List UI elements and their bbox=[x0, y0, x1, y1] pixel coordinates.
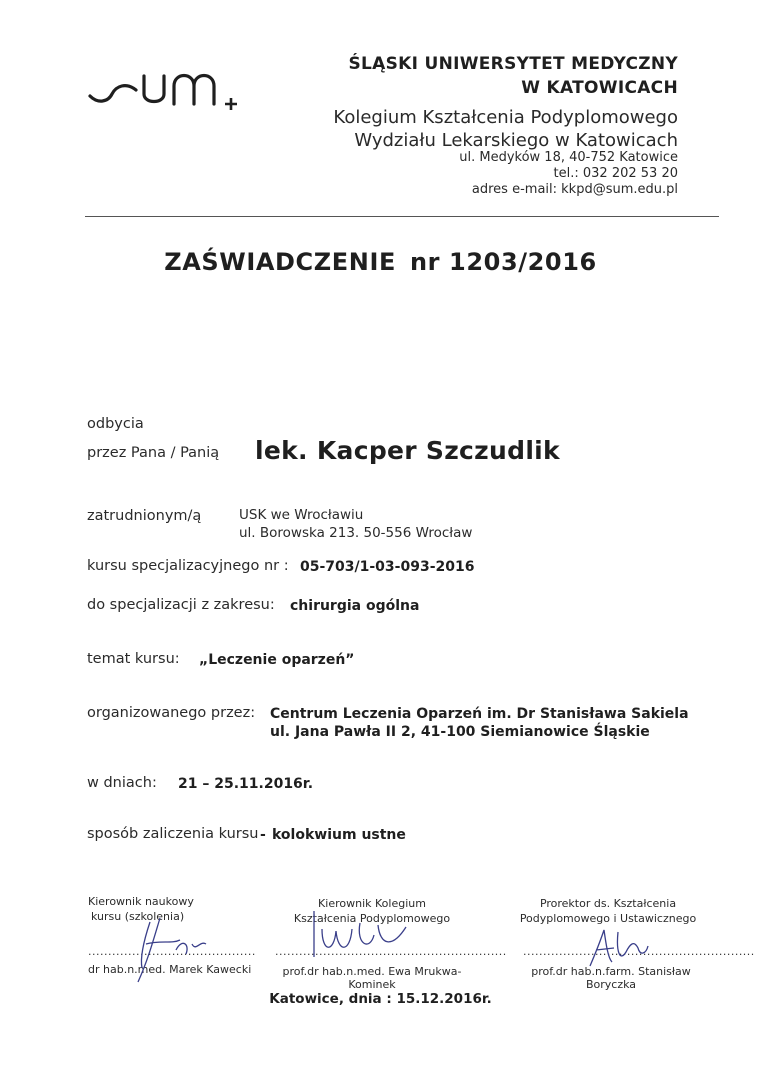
completion-dash: - bbox=[260, 827, 266, 843]
odbycia-label: odbycia bbox=[87, 416, 144, 432]
signature1-name: dr hab.n.med. Marek Kawecki bbox=[88, 963, 252, 976]
signature2-name: prof.dr hab.n.med. Ewa Mrukwa-Kominek bbox=[282, 965, 462, 991]
university-name-line1: ŚLĄSKI UNIWERSYTET MEDYCZNY bbox=[348, 54, 678, 74]
certificate-title bbox=[0, 248, 761, 276]
signature1-role-line1: Kierownik naukowy bbox=[88, 895, 194, 908]
college-email: adres e-mail: kkpd@sum.edu.pl bbox=[471, 182, 678, 197]
signature2-handwriting bbox=[300, 905, 410, 965]
topic-value: „Leczenie oparzeń” bbox=[199, 652, 355, 668]
signature2-role-line2: Kształcenia Podyplomowego bbox=[293, 912, 451, 925]
college-name-line2: Wydziału Lekarskiego w Katowicach bbox=[354, 130, 678, 151]
course-label: kursu specjalizacyjnego nr : bbox=[87, 558, 289, 574]
dates-label: w dniach: bbox=[87, 775, 157, 791]
completion-label: sposób zaliczenia kursu bbox=[87, 826, 259, 842]
dates-value: 21 – 25.11.2016r. bbox=[178, 776, 314, 792]
college-name-line1: Kolegium Kształcenia Podyplomowego bbox=[333, 107, 678, 128]
signature2-dotted-line: .......................................................... bbox=[275, 945, 507, 958]
logo-s-mark bbox=[90, 86, 136, 101]
logo-plus-mark bbox=[225, 98, 237, 110]
signature3-role-line2: Podyplomowego i Ustawicznego bbox=[519, 912, 697, 925]
employer-address: ul. Borowska 213. 50-556 Wrocław bbox=[239, 525, 473, 541]
sum-logo bbox=[86, 64, 246, 114]
header-divider bbox=[85, 216, 719, 217]
signature2-role-line1: Kierownik Kolegium bbox=[318, 897, 426, 910]
completion-value: kolokwium ustne bbox=[272, 827, 406, 843]
logo-u-mark bbox=[144, 76, 164, 102]
signature3-handwriting bbox=[582, 922, 652, 972]
logo-m-mark bbox=[174, 76, 214, 105]
employed-label: zatrudnionym/ą bbox=[87, 508, 202, 524]
signature1-handwriting bbox=[120, 910, 220, 990]
course-number: 05-703/1-03-093-2016 bbox=[300, 559, 475, 575]
organizer-address: ul. Jana Pawła II 2, 41-100 Siemianowice Śląskie bbox=[270, 724, 650, 740]
signature3-name: prof.dr hab.n.farm. Stanisław Boryczka bbox=[531, 965, 691, 991]
college-phone: tel.: 032 202 53 20 bbox=[553, 166, 678, 181]
university-name-line2: W KATOWICACH bbox=[521, 78, 678, 98]
specialization-value: chirurgia ogólna bbox=[290, 598, 420, 614]
organizer-label: organizowanego przez: bbox=[87, 705, 256, 721]
signature1-dotted-line: .......................................... bbox=[88, 945, 256, 958]
certificate-title-word: ZAŚWIADCZENIE bbox=[164, 248, 396, 276]
specialization-label: do specjalizacji z zakresu: bbox=[87, 597, 275, 613]
employer-name: USK we Wrocławiu bbox=[239, 507, 364, 523]
organizer-name: Centrum Leczenia Oparzeń im. Dr Stanisława Sakiela bbox=[270, 706, 689, 722]
certificate-number: nr 1203/2016 bbox=[409, 248, 597, 276]
place-and-date: Katowice, dnia : 15.12.2016r. bbox=[269, 991, 492, 1007]
college-address: ul. Medyków 18, 40-752 Katowice bbox=[459, 150, 678, 165]
person-name: lek. Kacper Szczudlik bbox=[255, 436, 560, 465]
signature3-role-line1: Prorektor ds. Kształcenia bbox=[539, 897, 677, 910]
signature3-dotted-line: .......................................................... bbox=[523, 945, 755, 958]
topic-label: temat kursu: bbox=[87, 651, 180, 667]
signature1-role-line2: kursu (szkolenia) bbox=[91, 910, 185, 923]
przez-label: przez Pana / Panią bbox=[87, 445, 220, 461]
